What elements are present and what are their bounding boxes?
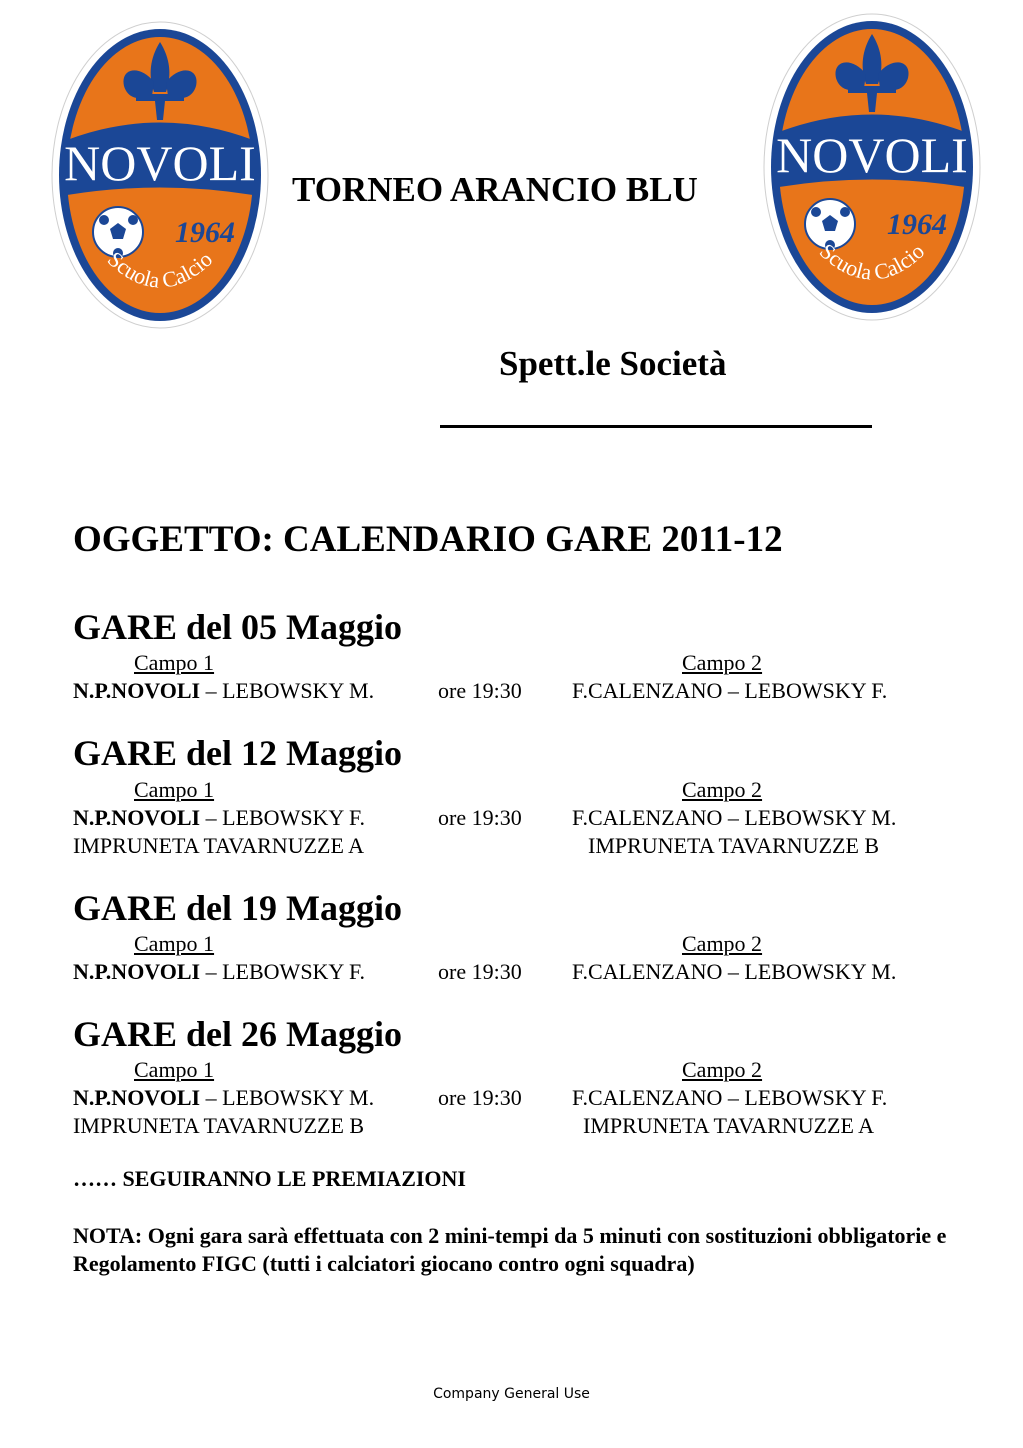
field2-label: Campo 2 (682, 1057, 763, 1082)
logo-badge (52, 22, 268, 328)
svg-text:Scuola Calcio: Scuola Calcio (814, 238, 930, 285)
host-team: N.P.NOVOLI (73, 678, 201, 703)
svg-text:1964: 1964 (887, 208, 947, 241)
match-time: ore 19:30 (438, 959, 522, 984)
logo-badge (764, 14, 980, 320)
opponent-team: – LEBOWSKY M. (205, 1085, 375, 1110)
svg-text:NOVOLI: NOVOLI (776, 127, 968, 183)
field2-match: F.CALENZANO – LEBOWSKY F. (572, 678, 888, 703)
page-title: TORNEO ARANCIO BLU (292, 170, 698, 209)
addressee-blank-line (440, 425, 872, 428)
closing-line: …… SEGUIRANNO LE PREMIAZIONI (73, 1166, 466, 1191)
field2-match: IMPRUNETA TAVARNUZZE A (583, 1113, 875, 1138)
footer-classification: Company General Use (433, 1386, 590, 1402)
match-time: ore 19:30 (438, 1085, 522, 1110)
addressee: Spett.le Società (499, 344, 727, 383)
field2-match: F.CALENZANO – LEBOWSKY F. (572, 1085, 888, 1110)
field1-label: Campo 1 (134, 650, 215, 675)
field1-match (73, 805, 365, 831)
host-team: N.P.NOVOLI (73, 1085, 201, 1110)
novoli-logo-right (762, 12, 982, 322)
opponent-team: – LEBOWSKY M. (205, 678, 375, 703)
round-heading: GARE del 26 Maggio (73, 1014, 402, 1054)
match-time: ore 19:30 (438, 805, 522, 830)
svg-text:1964: 1964 (175, 216, 235, 249)
round-heading: GARE del 05 Maggio (73, 607, 402, 647)
round-heading: GARE del 12 Maggio (73, 733, 402, 773)
field1-match: IMPRUNETA TAVARNUZZE A (73, 833, 365, 858)
novoli-logo-left (50, 20, 270, 330)
note-paragraph: NOTA: Ogni gara sarà effettuata con 2 mini-tempi da 5 minuti con sostituzioni obbligatorie e Regolamento FIGC (tutti i calciatori giocano contro ogni squadra) (73, 1223, 947, 1276)
svg-text:Scuola Calcio: Scuola Calcio (102, 246, 218, 293)
field1-label: Campo 1 (134, 1057, 215, 1082)
opponent-team: – LEBOWSKY F. (205, 805, 365, 830)
field2-label: Campo 2 (682, 650, 763, 675)
host-team: N.P.NOVOLI (73, 959, 201, 984)
host-team: N.P.NOVOLI (73, 805, 201, 830)
field2-match: F.CALENZANO – LEBOWSKY M. (572, 805, 897, 830)
subject-heading: OGGETTO: CALENDARIO GARE 2011-12 (73, 519, 783, 560)
field1-match: IMPRUNETA TAVARNUZZE B (73, 1113, 365, 1138)
svg-text:NOVOLI: NOVOLI (64, 135, 256, 191)
field1-label: Campo 1 (134, 931, 215, 956)
match-time: ore 19:30 (438, 678, 522, 703)
field2-match: F.CALENZANO – LEBOWSKY M. (572, 959, 897, 984)
field2-match: IMPRUNETA TAVARNUZZE B (588, 833, 880, 858)
field2-label: Campo 2 (682, 777, 763, 802)
opponent-team: – LEBOWSKY F. (205, 959, 365, 984)
round-heading: GARE del 19 Maggio (73, 888, 402, 928)
field1-match (73, 959, 365, 985)
field1-match (73, 678, 374, 704)
field2-label: Campo 2 (682, 931, 763, 956)
field1-match (73, 1085, 374, 1111)
field1-label: Campo 1 (134, 777, 215, 802)
